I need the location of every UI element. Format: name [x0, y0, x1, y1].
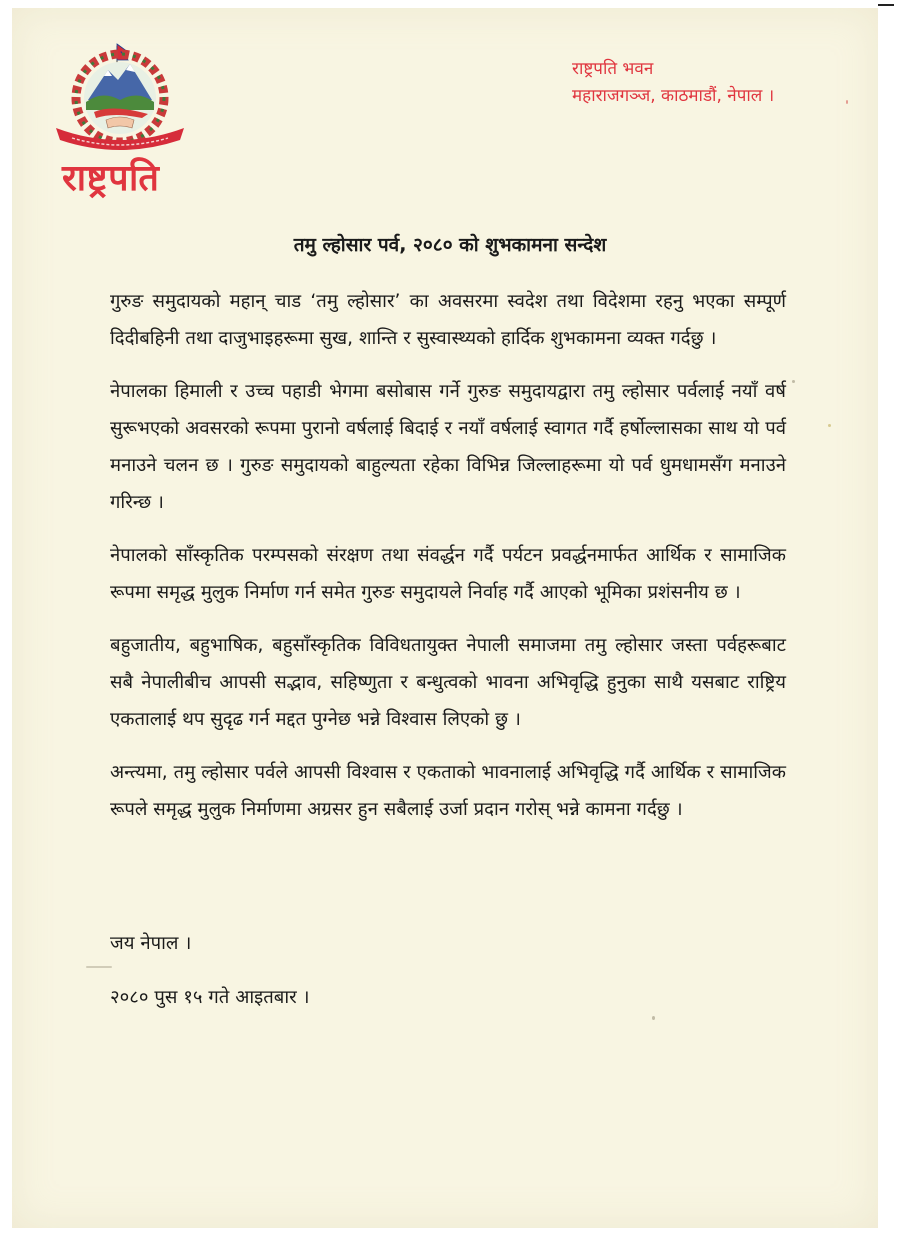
paper-speck	[828, 424, 831, 427]
paper-speck	[792, 380, 795, 383]
message-date: २०८० पुस १५ गते आइतबार ।	[110, 987, 310, 1008]
address-line-1: राष्ट्रपति भवन	[572, 59, 654, 79]
address-line-2: महाराजगञ्ज, काठमाडौं, नेपाल ।	[572, 86, 775, 106]
paragraph-5: अन्त्यमा, तमु ल्होसार पर्वले आपसी विश्वास र एकताको भावनालाई अभिवृद्धि गर्दै आर्थिक र सामाजिक रूपले समृद्ध मुलुक निर्माणमा अग्रसर हुन सबैलाई उर्जा प्रदान गरोस् भन्ने कामना गर्दछु ।	[110, 762, 786, 820]
org-name: राष्ट्रपति	[62, 158, 160, 199]
paragraph-4: बहुजातीय, बहुभाषिक, बहुसाँस्कृतिक विविधतायुक्त नेपाली समाजमा तमु ल्होसार जस्ता पर्वहरूबाट सबै नेपालीबीच आपसी सद्भाव, सहिष्णुता र बन्धुत्वको भावना अभिवृद्धि हुनुका साथै यसबाट राष्ट्रिय एकतालाई थप सुदृढ गर्न मद्दत पुग्नेछ भन्ने विश्वास लिएको छु ।	[110, 635, 786, 730]
paper-speck	[86, 966, 112, 968]
closing-salutation: जय नेपाल ।	[110, 933, 192, 954]
paragraph-1: गुरुङ समुदायको महान् चाड ‘तमु ल्होसार’ का अवसरमा स्वदेश तथा विदेशमा रहनु भएका सम्पूर्ण दिदीबहिनी तथा दाजुभाइहरूमा सुख, शान्ति र सुस्वास्थ्यको हार्दिक शुभकामना व्यक्त गर्दछु ।	[110, 291, 786, 349]
paper-speck	[846, 100, 848, 104]
paper-speck	[652, 1016, 655, 1020]
paragraph-3: नेपालको साँस्कृतिक परम्पसको संरक्षण तथा संवर्द्धन गर्दै पर्यटन प्रवर्द्धनमार्फत आर्थिक र सामाजिक रूपमा समृद्ध मुलुक निर्माण गर्न समेत गुरुङ समुदायले निर्वाह गर्दै आएको भूमिका प्रशंसनीय छ ।	[110, 545, 786, 603]
letterhead-address	[572, 56, 842, 110]
message-title: तमु ल्होसार पर्व, २०८० को शुभकामना सन्देश	[293, 234, 607, 256]
scan-corner-mark	[878, 4, 894, 6]
nepal-emblem-icon	[52, 40, 188, 150]
paragraph-2: नेपालका हिमाली र उच्च पहाडी भेगमा बसोबास गर्ने गुरुङ समुदायद्वारा तमु ल्होसार पर्वलाई नयाँ वर्ष सुरूभएको अवसरको रूपमा पुरानो वर्षलाई बिदाई र नयाँ वर्षलाई स्वागत गर्दै हर्षोल्लासका साथ यो पर्व मनाउने चलन छ । गुरुङ समुदायको बाहुल्यता रहेका विभिन्न जिल्लाहरूमा यो पर्व धुमधामसँग मनाउने गरिन्छ ।	[110, 381, 786, 513]
message-body	[110, 283, 786, 844]
